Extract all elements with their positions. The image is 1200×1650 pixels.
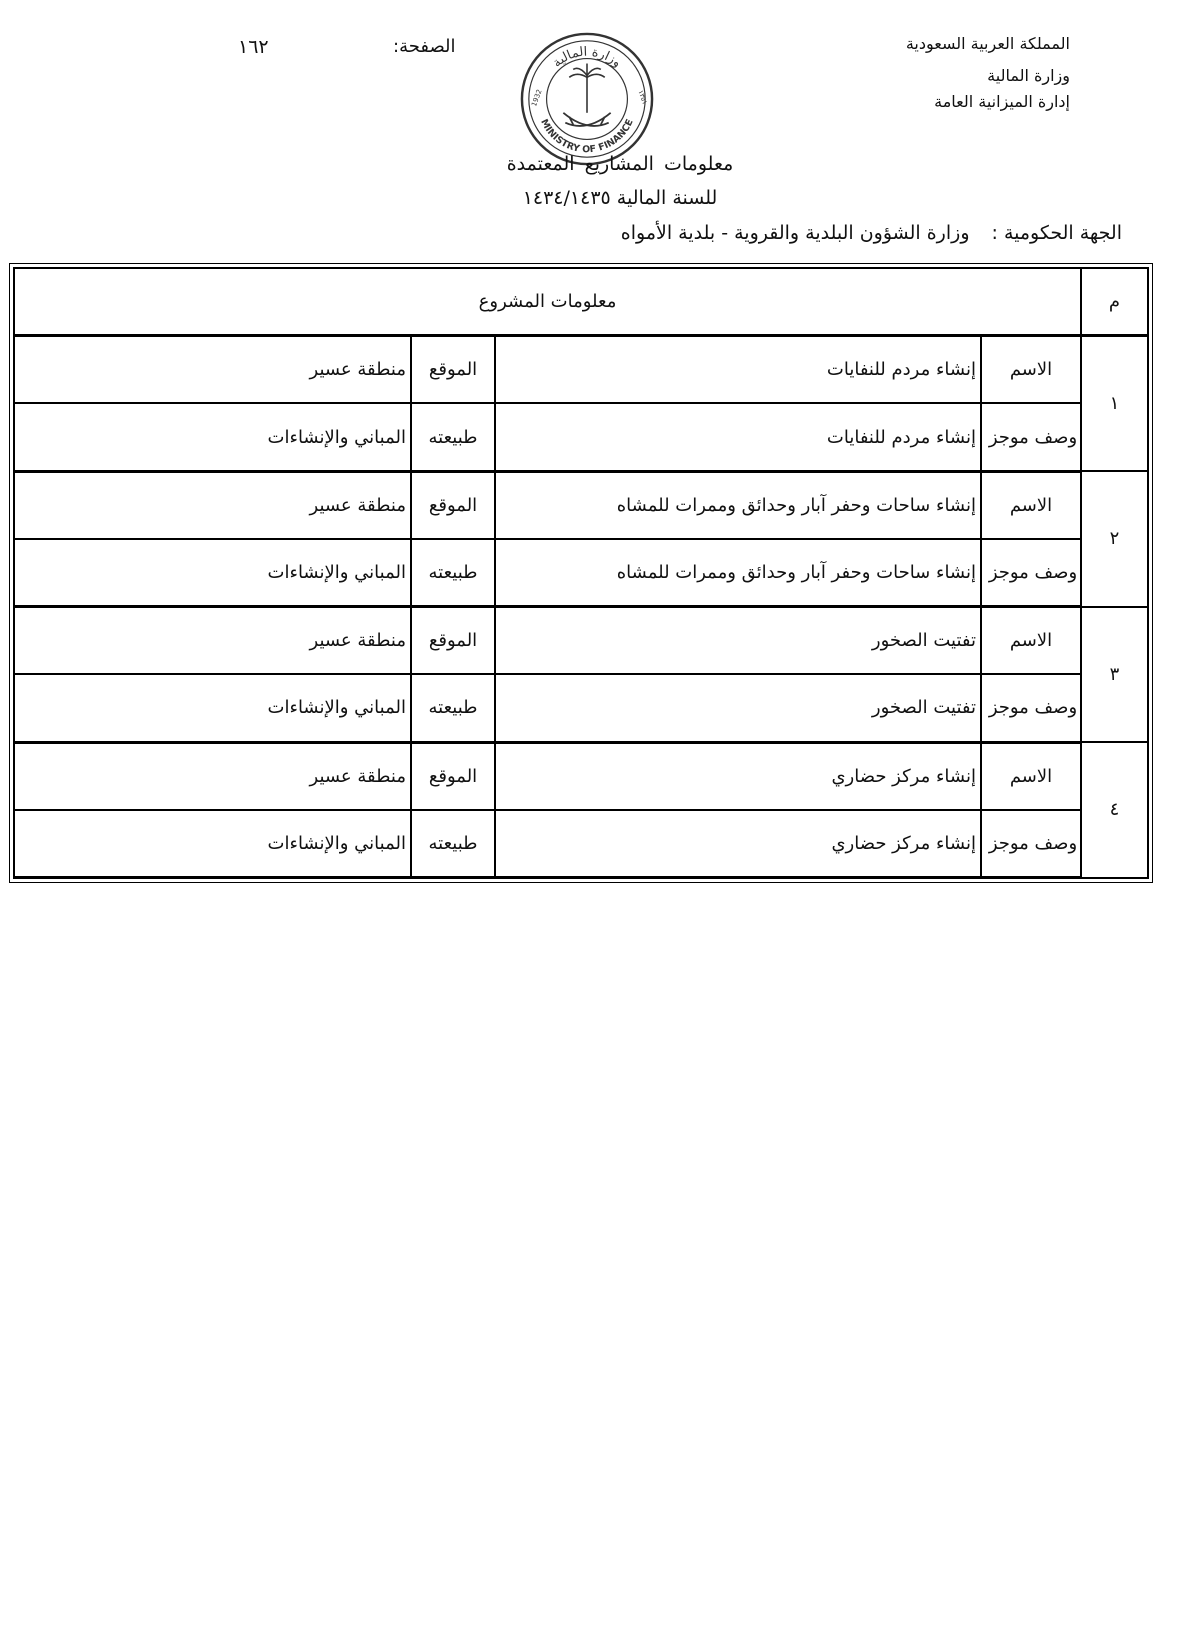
project-name: إنشاء مركز حضاري: [495, 742, 981, 810]
project-nature: المباني والإنشاءات: [14, 539, 411, 607]
fiscal-year: للسنة المالية ١٤٣٤/١٤٣٥: [522, 187, 718, 209]
location-label: الموقع: [411, 607, 495, 675]
ministry-name: وزارة المالية: [987, 66, 1070, 85]
project-info-column-header: معلومات المشروع: [14, 268, 1081, 336]
table-row: [14, 336, 1148, 404]
project-description: إنشاء ساحات وحفر آبار وحدائق وممرات للمشاه: [495, 539, 981, 607]
government-entity: [621, 222, 1122, 244]
project-location: منطقة عسير: [14, 742, 411, 810]
table-row: [14, 471, 1148, 539]
nature-label: طبيعته: [411, 403, 495, 471]
kingdom-name: المملكة العربية السعودية: [905, 34, 1070, 53]
project-nature: المباني والإنشاءات: [14, 403, 411, 471]
document-title: معلومات المشاريع المعتمدة: [506, 153, 734, 175]
project-number: ٤: [1081, 742, 1148, 877]
project-number: ١: [1081, 336, 1148, 471]
table-row: [14, 539, 1148, 607]
projects-table: [13, 267, 1149, 879]
nature-label: طبيعته: [411, 539, 495, 607]
page-label: الصفحة:: [393, 36, 456, 57]
government-entity-value: وزارة الشؤون البلدية والقروية - بلدية الأمواه: [620, 222, 970, 244]
project-location: منطقة عسير: [14, 607, 411, 675]
seal-bottom-text: MINISTRY OF FINANCE: [538, 117, 636, 156]
page-number: ١٦٢: [238, 36, 269, 58]
table-header-row: [14, 268, 1148, 336]
nature-label: طبيعته: [411, 810, 495, 878]
project-nature: المباني والإنشاءات: [14, 810, 411, 878]
seal-year-left: 1932: [530, 88, 544, 108]
crossed-swords-icon: [563, 113, 610, 126]
projects-table-frame: [9, 263, 1153, 883]
description-label: وصف موجز: [981, 810, 1081, 878]
department-name: إدارة الميزانية العامة: [934, 92, 1070, 111]
project-number: ٣: [1081, 607, 1148, 742]
project-name: تفتيت الصخور: [495, 607, 981, 675]
location-label: الموقع: [411, 742, 495, 810]
project-description: إنشاء مركز حضاري: [495, 810, 981, 878]
ministry-of-finance-seal-icon: [518, 30, 656, 168]
name-label: الاسم: [981, 471, 1081, 539]
project-nature: المباني والإنشاءات: [14, 674, 411, 742]
description-label: وصف موجز: [981, 403, 1081, 471]
seal-year-right: ١٣٥١: [636, 89, 649, 106]
seal-top-text: وزارة المالية: [549, 44, 625, 71]
project-location: منطقة عسير: [14, 336, 411, 404]
project-description: إنشاء مردم للنفايات: [495, 403, 981, 471]
name-label: الاسم: [981, 607, 1081, 675]
project-number: ٢: [1081, 471, 1148, 606]
project-location: منطقة عسير: [14, 471, 411, 539]
government-entity-label: الجهة الحكومية :: [991, 222, 1122, 244]
description-label: وصف موجز: [981, 674, 1081, 742]
name-label: الاسم: [981, 336, 1081, 404]
palm-tree-icon: [569, 64, 604, 113]
project-description: تفتيت الصخور: [495, 674, 981, 742]
project-name: إنشاء مردم للنفايات: [495, 336, 981, 404]
project-name: إنشاء ساحات وحفر آبار وحدائق وممرات للمشاه: [495, 471, 981, 539]
name-label: الاسم: [981, 742, 1081, 810]
location-label: الموقع: [411, 471, 495, 539]
nature-label: طبيعته: [411, 674, 495, 742]
table-row: [14, 607, 1148, 675]
table-row: [14, 742, 1148, 810]
location-label: الموقع: [411, 336, 495, 404]
table-row: [14, 403, 1148, 471]
description-label: وصف موجز: [981, 539, 1081, 607]
svg-text:MINISTRY OF FINANCE: [538, 117, 635, 155]
table-row: [14, 810, 1148, 878]
table-row: [14, 674, 1148, 742]
number-column-header: م: [1081, 268, 1148, 336]
